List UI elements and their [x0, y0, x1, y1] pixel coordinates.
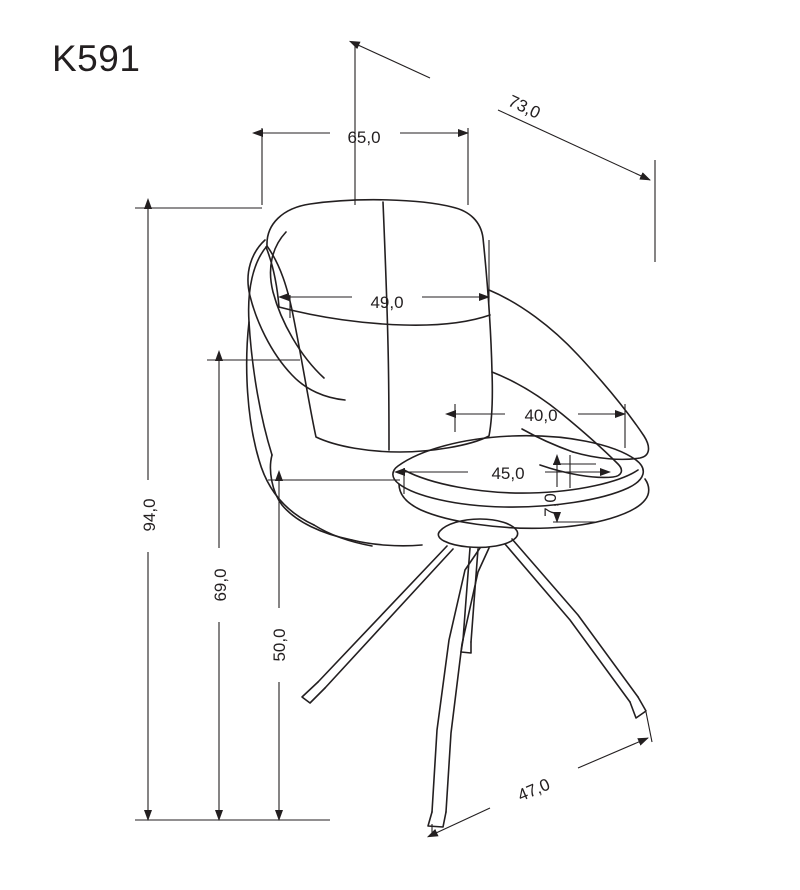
dimension-label-seat-height: 50,0: [270, 628, 289, 662]
dimension-label-width-total: 65,0: [347, 128, 381, 147]
dimension-label-depth-total: 73,0: [505, 91, 544, 123]
dimension-label-seat-depth: 40,0: [524, 406, 558, 425]
dimension-label-seat-width: 45,0: [491, 464, 525, 483]
dimension-label-armrest-height: 69,0: [211, 568, 230, 602]
dimension-label-base-span: 47,0: [514, 774, 553, 806]
page-title: K591: [52, 38, 141, 79]
dimension-label-backrest-width: 49,0: [370, 293, 404, 312]
dimension-label-seat-thickness: 7,0: [541, 493, 560, 517]
dimension-label-height-total: 94,0: [140, 498, 159, 532]
